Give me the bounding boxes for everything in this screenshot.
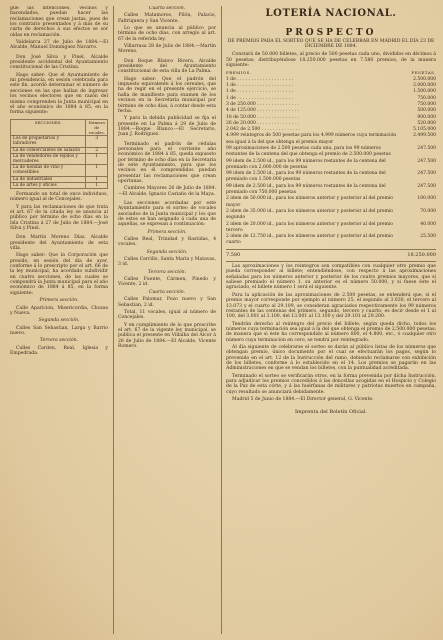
table-cell: 1 <box>86 182 108 188</box>
prizes-column-header: PREMIOS. <box>226 70 252 76</box>
total-count: 7.580 <box>226 251 241 258</box>
prize-value: 2.499.500 <box>413 133 436 139</box>
paragraph: Y para la debida publicidad se fija el presente en La Palma á 29 de Julio de 1884.—Roque Blanco.—El Secretario, Juan J. Rodríguez. <box>118 116 216 138</box>
date-line: Villarrasa 28 de Julio de 1884.—Martín Moreno. <box>118 44 216 55</box>
printer-imprint: Imprenta del Boletín Oficial. <box>294 409 368 416</box>
paragraph: Terminado el sorteo se verificarán otros, en la forma prevenida por dicha Instrucción, para adjudicar los premios concedidos á las doncellas acogidas en el Hospicio y Colegio de la Paz de esta córte, y á las huérfanas de militares y patriotas muertos en campaña, cuyo resultado se anunciará debidamente. <box>226 373 436 395</box>
prize-label: 99 idem de 2.500 id., para los 99 números restantes de la centena del premiado con 750.000 pesetas <box>226 183 386 196</box>
prizes-table <box>226 70 436 246</box>
total-amount: 18.250.000 <box>407 251 436 258</box>
table-row <box>11 165 108 176</box>
section-title: Tercera sección. <box>39 338 79 344</box>
table-cell: La de industriales <box>11 176 86 182</box>
table-cell: La de comerciantes de salazón <box>11 147 86 153</box>
paragraph: Las secciones acordadas por este Ayuntamiento para el sorteo de vocales asociados de la Junta municipal y los que de estos se han asignado á cada una de aquellas, se expresan á continuación: <box>118 201 216 228</box>
prize-value: 2.500.000 <box>413 76 436 82</box>
section-title: Segunda sección. <box>38 318 80 324</box>
prize-label: 1 de . . . . . . . . . . . . . . . . . . . . <box>226 83 294 89</box>
paragraph: Calles Cerrillo, Santa María y Matavas, 3 id. <box>118 257 216 268</box>
prize-label: 4.999 reintegros de 500 pesetas para los 4.999 números cuya terminación sea igual á la del que obtenga el premio mayor <box>226 133 397 145</box>
paragraph: Constará de 50.000 billetes, al precio de 500 pesetas cada uno, divididos en décimos á 50 pesetas; distribuyéndose 18.250.000 pesetas en 7.580 premios, de la manera siguiente: <box>226 52 436 69</box>
prize-label: 1 de . . . . . . . . . . . . . . . . . . . . <box>226 76 294 82</box>
paragraph: Formando un total de once individuos, número igual al de Concejales. <box>10 191 108 203</box>
section-title: Segunda sección. <box>146 249 188 255</box>
table-cell: 1 <box>86 165 108 176</box>
section-title: Cuarta sección. <box>148 6 186 11</box>
paragraph: Y en cumplimiento de lo que prescribe el art. 67 de la vigente ley municipal, se publica el presente en Villalba del Alcor á 28 de Julio de 1884.—El Alcalde, Vicente Romero. <box>118 322 216 349</box>
table-cell: Los de propietarios y labradores <box>11 136 86 147</box>
prize-label: 26 de 20.000 . . . . . . . . . . . . . . . <box>226 120 299 126</box>
date-line: Madrid 5 de Junio de 1884.—El Director general, G. Vicente. <box>232 397 374 402</box>
table-cell: 3 <box>86 136 108 147</box>
column-divider <box>221 6 222 634</box>
paragraph: Calles Matamoros, Pilón, Palacio, Faltriquera y San Vicente. <box>118 13 216 24</box>
prize-row <box>226 209 436 222</box>
prize-value: 5.105.000 <box>413 127 436 133</box>
prize-value: 100.000 <box>417 196 436 202</box>
table-row <box>11 182 108 188</box>
paragraph: Hago saber: Que la Corporación que presido, en sesión del día de ayer, conforme á lo prescripto por el art. 66 de la ley municipal, ha acordado subdividir en cuatro secciones, de las cuales se compondrá la Junta municipal para el año económico de 1884 á 85, en la forma siguiente: <box>10 253 108 296</box>
prize-value: 70.000 <box>420 208 436 214</box>
prize-label: 2 idem de 35.000 id., para los números anterior y posterior al del premio segundo <box>226 208 394 221</box>
prize-label: 4 de 125.000 . . . . . . . . . . . . . . . <box>226 108 299 114</box>
table-row <box>11 153 108 164</box>
divider <box>226 249 436 250</box>
prize-row <box>226 196 436 209</box>
paragraph: Don Roque Blanco Rivera, Alcalde presidente del Ayuntamiento constitucional de esta villa de La Palma. <box>118 58 216 75</box>
paragraph: Terminado el padrón de cédulas personales para el corriente año económico de 1884 á 85, queda expuesto por término de ocho días en la Secretaría de este Ayuntamiento, para que los vecinos en él comprendidos puedan presentar las reclamaciones que crean oportunas. <box>118 141 216 184</box>
prize-value: 247.500 <box>417 158 436 164</box>
table-cell: 1 <box>86 153 108 164</box>
table-cell: 1 <box>86 176 108 182</box>
paragraph: Calles San Sebastian, Larga y Barrio nuevo. <box>10 325 108 336</box>
paragraph: Calle Aparicion, Misericordia, Chozas y Nueva. <box>10 305 108 316</box>
table-header: Número de vocales. <box>86 119 108 136</box>
prize-value: 2.000.000 <box>413 83 436 89</box>
prize-label: 2.042 de 2.500 . . . . . . . . . . . . . . <box>226 127 301 133</box>
prize-value: 1.500.000 <box>413 89 436 95</box>
sections-table <box>10 119 108 189</box>
prize-label: 2 idem de 12.750 id., para los números anterior y posterior al del premio cuarto <box>226 234 394 246</box>
column-right <box>226 6 436 416</box>
paragraph: Al día siguiente de celebrarse el sorteo se darán al público listas de los números que obtengan premio, único documento por el cual se efectuarán los pagos, según lo prevenido en el art. 12 de la Instrucción del ramo, debiendo reclamarse con exhibición de los billetes, conforme á lo establecido en el 14. Los premios se pagarán en las Administraciones en que se vendan los billetes, con la puntualidad acreditada. <box>226 344 436 372</box>
pesetas-column-header: PESETAS. <box>411 70 436 76</box>
paragraph: Calles Real, Trinidad y Bastidas, 4 vocales. <box>118 237 216 248</box>
paragraph: Para la aplicación de las aproximaciones de 2.500 pesetas, se entenderá que, si el premio mayor corresponde por ejemplo al número 25, el segundo al 3.030, el tercero al 13.073 y el cuarto al 29.109, se consideran agraciados respectivamente los 99 números restantes de las centenas del primero, segundo, tercero y cuarto; es decir desde el 1 al 100, del 3.001 al 3.100, del 13.001 al 13.100 y del 29.101 al 29.200. <box>226 292 436 320</box>
prize-label: 1 de . . . . . . . . . . . . . . . . . . . . <box>226 89 294 95</box>
table-cell: 2 <box>86 147 108 153</box>
prize-value: 247.500 <box>417 183 436 189</box>
prize-value: 750.000 <box>417 101 436 107</box>
paragraph: Lo que se anuncia al público por término de ocho días, con arreglo al art. 67 de la referida ley. <box>118 26 216 42</box>
date-line: Cumbres Mayores 26 de Julio de 1884.—El Alcalde, Ignacio Castaño de la Maya. <box>118 186 216 197</box>
prize-value: 500.000 <box>417 108 436 114</box>
section-title: Primera sección. <box>39 298 79 304</box>
prize-value: 247.500 <box>417 171 436 177</box>
prize-value: 40.000 <box>420 221 436 227</box>
column-divider <box>113 6 114 634</box>
prize-row <box>226 146 436 159</box>
prize-row <box>226 222 436 235</box>
prizes-total <box>226 253 436 258</box>
prize-label: 2 idem de 20.000 id., para los números anterior y posterior al del premio tercero <box>226 221 394 233</box>
prize-label: 99 aproximaciones de 2.500 pesetas cada una, para los 99 números restantes de la centena del que obtenga el premio de 2.500.000 pesetas <box>226 146 391 158</box>
section-title: Primera sección. <box>147 229 187 235</box>
table-cell: La de vendedores de tejidos y mercaderes <box>11 153 86 164</box>
prize-value: 247.500 <box>417 146 436 151</box>
column-middle <box>118 6 216 351</box>
prize-row <box>226 234 436 247</box>
paragraph: Hago saber: Que el Ayuntamiento de mi presidencia, en sesión celebrada para este fin, acordó determinar el número de secciones en las que hallan de ingresar los vecinos electores que en razón del mismo comprenden la Junta municipal en el año económico de 1884 á 85, en la forma siguiente: <box>10 72 108 116</box>
prize-value: 900.000 <box>417 114 436 120</box>
paragraph: Calles Carden, Real, Iglesia y Empedrada. <box>10 345 108 356</box>
column-left <box>10 6 108 358</box>
prize-row <box>226 184 436 197</box>
prize-value: 520.000 <box>417 120 436 126</box>
table-cell: La de artes y oficios <box>11 182 86 188</box>
table-cell: La de tiendas de vino y comestibles <box>11 165 86 176</box>
section-title: Tercera sección. <box>147 269 187 275</box>
prize-label: 99 idem de 2.500 id., para los 99 números restantes de la centena del premiado con 1.500.000 pesetas <box>226 171 386 183</box>
prospectus-title: PROSPECTO <box>285 28 377 38</box>
prospectus-subtitle: DE PREMIOS PARA EL SORTEO QUE SE HA DE CELEBRAR EN MADRID EL DÍA 23 DE DICIEMBRE DE 1884. <box>227 39 435 50</box>
section-title: Cuarta sección. <box>148 289 186 295</box>
prize-label: 99 idem de 2.500 id., para los 99 números restantes de la centena del premiado con 2.000.000 de pesetas <box>226 158 386 170</box>
paragraph: Calles Palomar, Pozo nuevo y San Sebastian, 2 id. <box>118 297 216 308</box>
paragraph: Don José Silva y Pinel, Alcalde presidente accidental del Ayuntamiento constitucional de las Cristina. <box>10 54 108 71</box>
prize-label: 18 de 50.000 . . . . . . . . . . . . . . . <box>226 114 299 120</box>
paragraph: Las aproximaciones y los reintegros son compatibles con cualquier otro premio que pueda corresponder al billete; entendiéndose, con respecto á las aproximaciones señaladas para los números anterior y posterior de los cuatro premios mayores, que si saliese premiado el número 1, su anterior es el número 50.000, y si fuese éste el agraciado, el billete número 1 será el siguiente. <box>226 264 436 291</box>
paragraph: gue las intenciones, vecinos y hacendados, puedan hacer las reclamaciones que crean justas, pues de los contrario presentados y á más de su carta de derechos á sus efectos se sor oídas en reclamación. <box>10 6 108 38</box>
paragraph: Calles Fuente, Cármen, Pinedo y Vicente, 2 id. <box>118 277 216 288</box>
prize-value: 25.500 <box>420 234 436 240</box>
prize-row <box>226 133 436 146</box>
divider <box>226 261 436 262</box>
date-line: Valdelarca 27 de Julio de 1884.—El Alcalde, Manuel Domínguez Navarro. <box>10 40 108 51</box>
prize-row <box>226 159 436 172</box>
paragraph: Tendrán derecho al reintegro del precio del billete, según queda dicho, todos los números cuya terminación sea igual á la del que obtenga el premio de 2.500.000 pesetas; de manera que si éste ha correspondido al número 800, el 4.800, etc., ó cualquier otro número cuya terminación en cero, se tendrá por reintegrado. <box>226 321 436 343</box>
prize-row <box>226 171 436 184</box>
lottery-title: LOTERÍA NACIONAL. <box>265 8 397 19</box>
paragraph: Don Martín Moreno Díaz, Alcalde presidente del Ayuntamiento de esta villa. <box>10 235 108 252</box>
prize-label: 3 de 250.000 . . . . . . . . . . . . . . . <box>226 101 299 107</box>
paragraph: Total, 11 vocales, igual al número de Concejales. <box>118 309 216 321</box>
prize-label: 2 idem de 50.000 id., para los números anterior y posterior al del premio mayor <box>226 196 394 208</box>
paragraph: Hago saber: Que el padrón del impuesto equivalente á los cereales, que ha de regir en el presente ejercicio, se halla de manifiesto para examen de los vecinos en la Secretaría municipal por término de ocho días, á contar desde esta fecha. <box>118 76 216 114</box>
paragraph: Y para las reclamaciones de que trata el art. 67 de la citada ley se anuncia al público por término de ocho días en la Isla Cristina á 27 de Julio de 1884.—José Silva y Pinel. <box>10 204 108 232</box>
table-row <box>11 136 108 147</box>
prize-label: 1 de . . . . . . . . . . . . . . . . . . . . <box>226 95 294 101</box>
prize-value: 750.000 <box>417 95 436 101</box>
table-header: SECCIONES. <box>11 119 86 136</box>
